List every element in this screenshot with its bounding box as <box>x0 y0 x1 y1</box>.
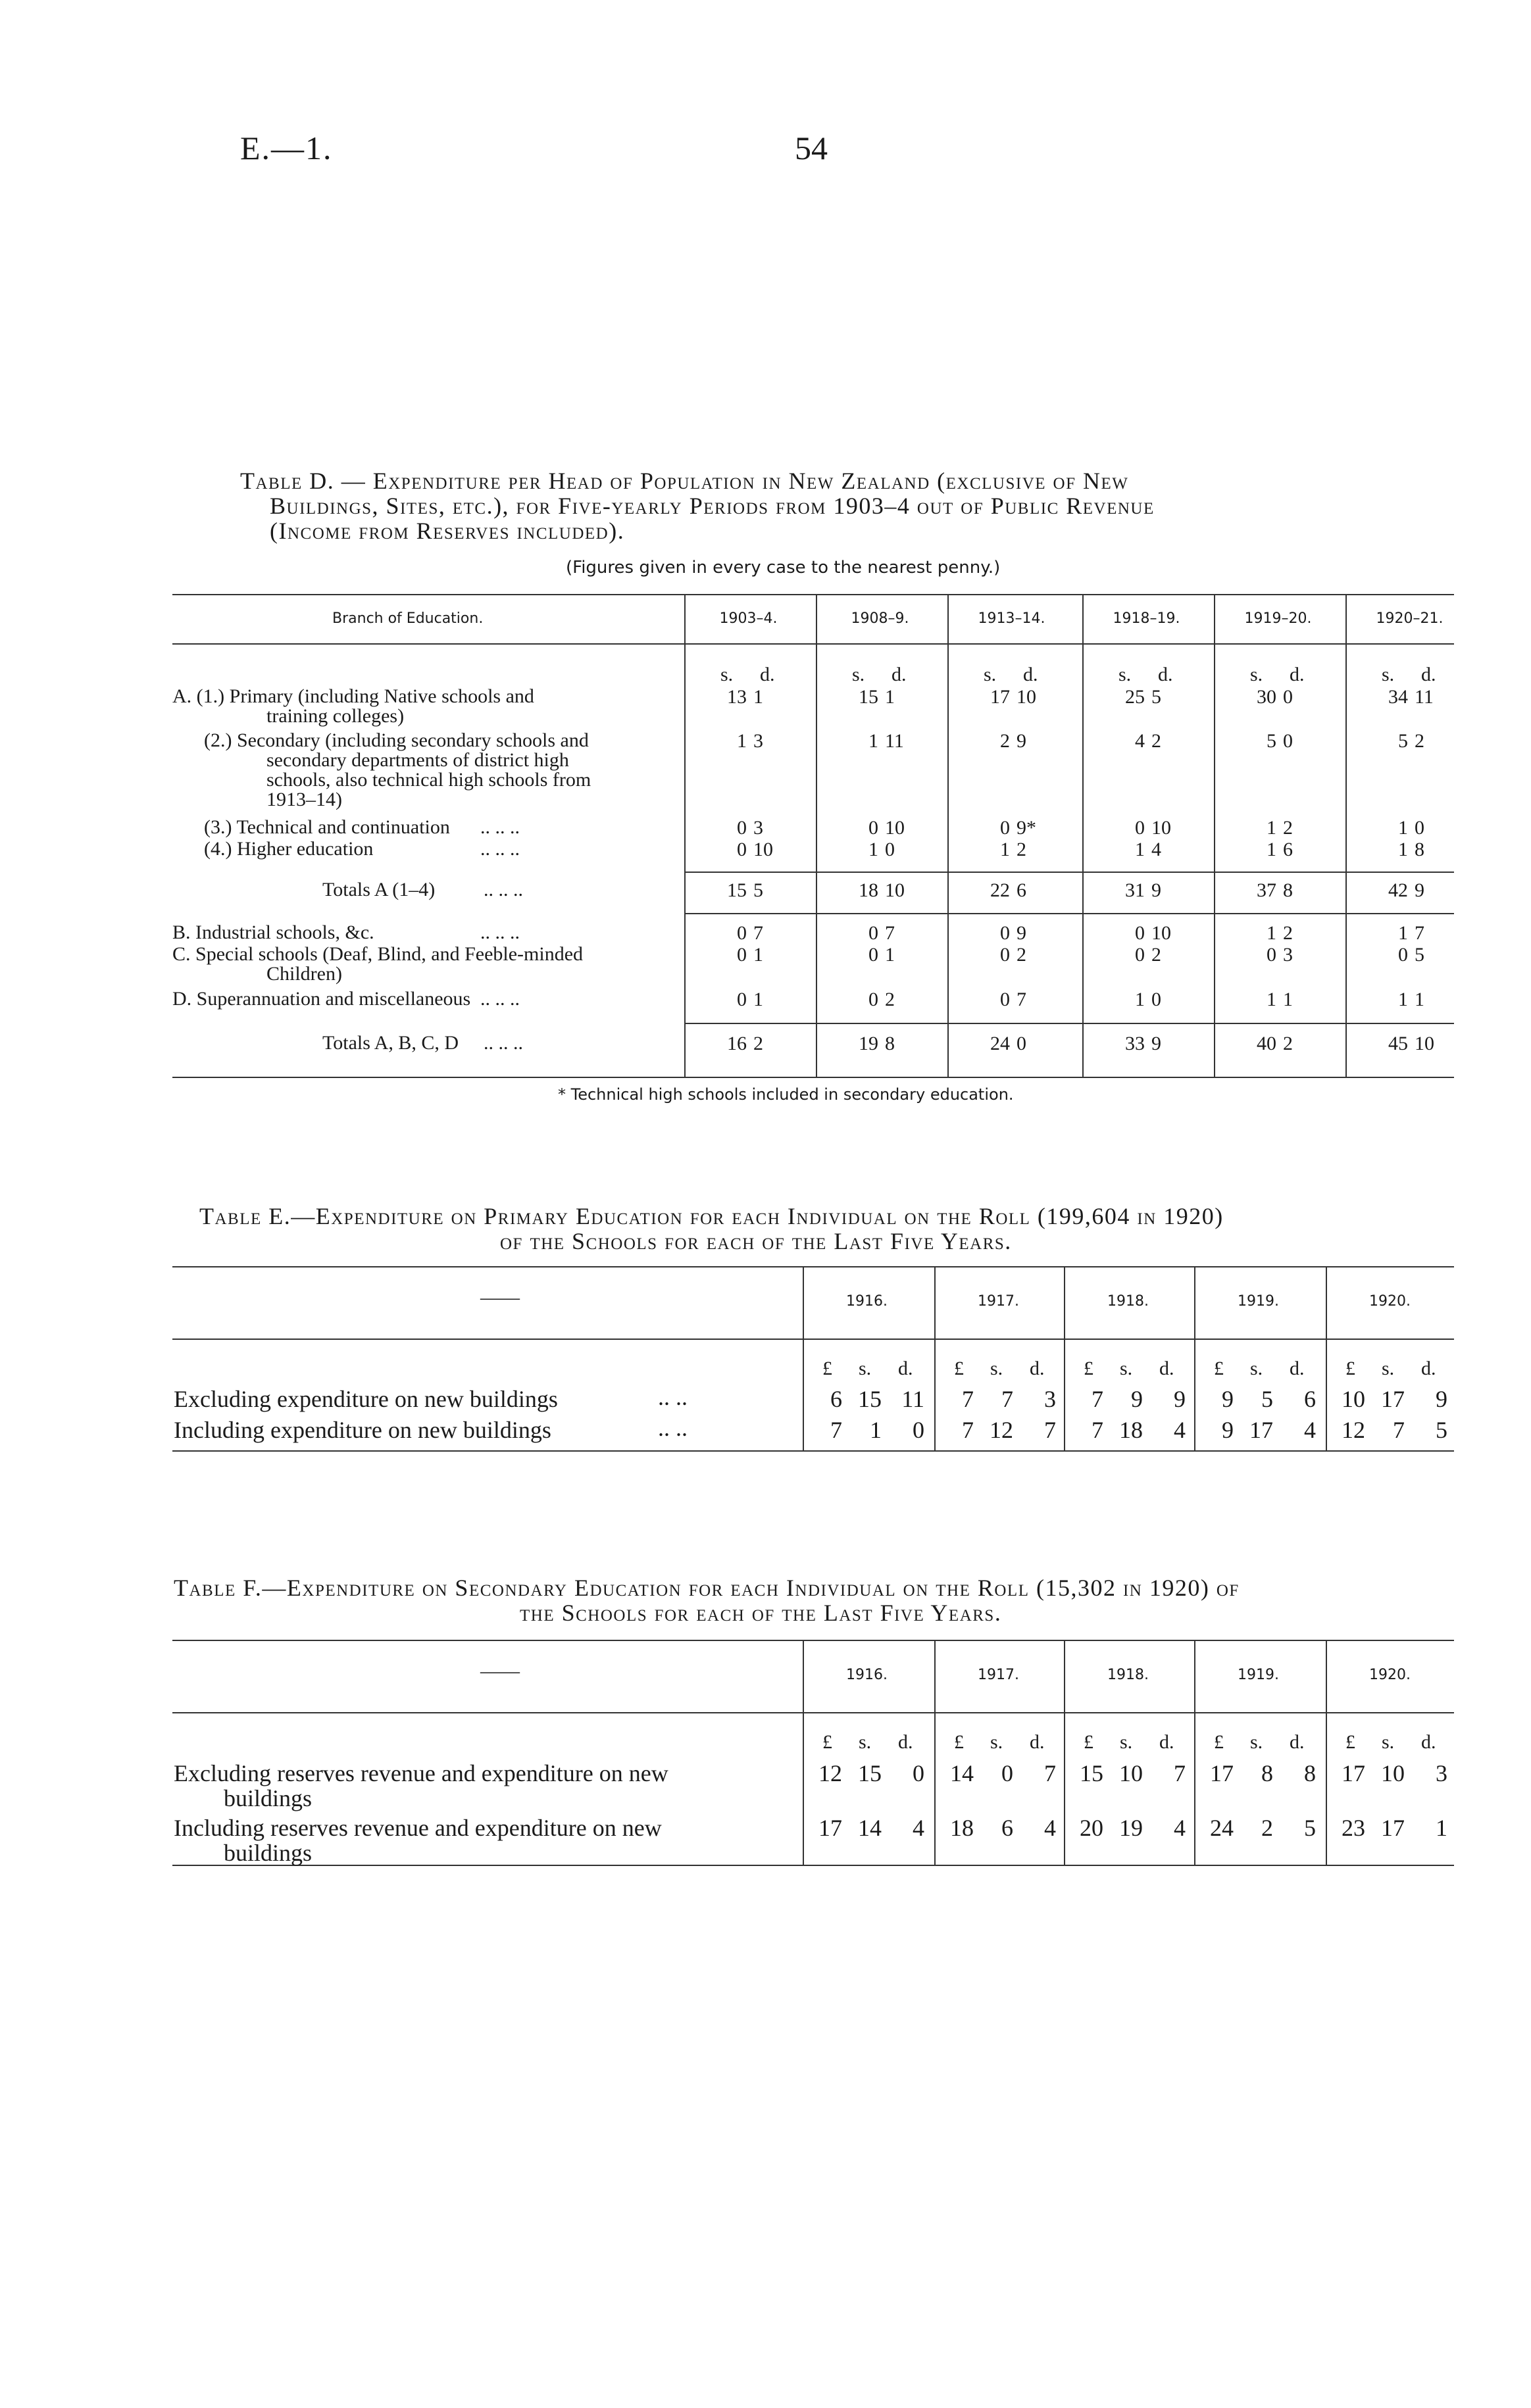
value-s: 6 <box>1001 1815 1013 1841</box>
row-label-cont: 1913–14) <box>266 789 342 810</box>
value-s: 1 <box>868 839 878 860</box>
value-d: 6 <box>1016 879 1026 901</box>
value-d: 9 <box>1016 922 1026 944</box>
value-pound: 18 <box>950 1815 974 1841</box>
value-d: 1 <box>1283 989 1293 1010</box>
value-d: 6 <box>1283 839 1293 860</box>
value-s: 22 <box>990 879 1010 901</box>
table-e-title-line-2: of the Schools for each of the Last Five Years. <box>500 1228 1012 1254</box>
leader-dots: .. .. .. <box>484 879 523 900</box>
value-s: 1 <box>1398 817 1408 839</box>
unit-d: d. <box>1421 1731 1436 1753</box>
rule-totals-a-bottom <box>684 913 1454 914</box>
leader-dots: .. .. .. <box>480 921 520 943</box>
value-s: 0 <box>1000 922 1010 944</box>
value-d: 7 <box>1174 1760 1186 1786</box>
row-label-cont: secondary departments of district high <box>266 749 569 771</box>
value-s: 15 <box>727 879 747 901</box>
value-s: 1 <box>1267 922 1276 944</box>
value-d: 8 <box>1283 879 1293 901</box>
value-d: 10 <box>1151 817 1171 839</box>
col-divider <box>947 594 949 1077</box>
year-header: 1920–21. <box>1376 610 1443 627</box>
unit-d: d. <box>1421 664 1436 685</box>
value-s: 19 <box>859 1033 878 1054</box>
row-label: (3.) Technical and continuation <box>204 816 450 838</box>
value-s: 0 <box>1135 922 1145 944</box>
unit-s: s. <box>852 664 865 685</box>
value-d: 1 <box>753 989 763 1010</box>
value-d: 11 <box>1415 686 1434 708</box>
value-d: 0 <box>885 839 895 860</box>
value-s: 1 <box>1267 839 1276 860</box>
row-label-cont: Children) <box>266 963 342 985</box>
leader-dots: .. .. <box>658 1384 688 1410</box>
unit-s: s. <box>859 1358 872 1379</box>
value-d: 0 <box>1151 989 1161 1010</box>
value-pound: 12 <box>1342 1417 1365 1443</box>
value-d: 9 <box>1174 1386 1186 1412</box>
unit-d: d. <box>898 1731 913 1753</box>
value-pound: 7 <box>1092 1386 1103 1412</box>
value-s: 0 <box>1000 989 1010 1010</box>
value-s: 8 <box>1261 1760 1273 1786</box>
value-pound: 6 <box>830 1386 842 1412</box>
value-s: 0 <box>1000 944 1010 966</box>
value-d: 4 <box>1174 1417 1186 1443</box>
value-s: 17 <box>1381 1386 1405 1412</box>
value-pound: 17 <box>1342 1760 1365 1786</box>
value-s: 0 <box>1135 944 1145 966</box>
unit-d: d. <box>898 1358 913 1379</box>
rule-top <box>172 594 1454 595</box>
value-d: 7 <box>1016 989 1026 1010</box>
value-d: 2 <box>753 1033 763 1054</box>
rule-totals-top <box>684 1023 1454 1024</box>
value-d: 7 <box>1044 1760 1056 1786</box>
unit-s: s. <box>1120 1731 1133 1753</box>
unit-s: s. <box>990 1731 1003 1753</box>
value-pound: 17 <box>818 1815 842 1841</box>
leader-dots: .. .. .. <box>480 988 520 1010</box>
value-s: 1 <box>737 730 747 752</box>
value-d: 4 <box>1174 1815 1186 1841</box>
value-d: 9 <box>1016 730 1026 752</box>
page-number: 54 <box>795 130 828 166</box>
value-d: 1 <box>753 944 763 966</box>
value-s: 17 <box>1381 1815 1405 1841</box>
rule-bottom <box>172 1865 1454 1866</box>
value-pound: 7 <box>830 1417 842 1443</box>
value-pound: 15 <box>1080 1760 1103 1786</box>
value-s: 7 <box>1393 1417 1405 1443</box>
value-pound: 9 <box>1222 1386 1234 1412</box>
value-s: 0 <box>868 944 878 966</box>
value-d: 4 <box>1151 839 1161 860</box>
table-e-title-line-1: Table E.—Expenditure on Primary Education for each Individual on the Roll (199,604 in 1920) <box>199 1203 1224 1229</box>
year-header: 1919. <box>1238 1667 1279 1683</box>
value-s: 0 <box>868 922 878 944</box>
value-d: 2 <box>1151 730 1161 752</box>
row-label: Excluding reserves revenue and expenditure on new <box>174 1760 668 1786</box>
value-s: 1 <box>1135 989 1145 1010</box>
unit-s: s. <box>720 664 734 685</box>
value-s: 17 <box>1249 1417 1273 1443</box>
value-s: 0 <box>737 944 747 966</box>
value-d: 1 <box>885 944 895 966</box>
unit-s: s. <box>990 1358 1003 1379</box>
value-d: 3 <box>753 730 763 752</box>
value-s: 16 <box>727 1033 747 1054</box>
unit-pound: £ <box>822 1731 832 1753</box>
value-s: 14 <box>858 1815 882 1841</box>
value-s: 17 <box>990 686 1010 708</box>
unit-d: d. <box>1290 664 1305 685</box>
year-header: 1918. <box>1107 1667 1149 1683</box>
value-s: 5 <box>1267 730 1276 752</box>
leader-dots: .. .. .. <box>480 838 520 860</box>
value-s: 10 <box>1381 1760 1405 1786</box>
unit-s: s. <box>1250 1731 1263 1753</box>
value-s: 2 <box>1000 730 1010 752</box>
value-pound: 7 <box>962 1417 974 1443</box>
value-d: 2 <box>1283 817 1293 839</box>
document-reference: E.—1. <box>240 130 333 166</box>
unit-pound: £ <box>1084 1358 1093 1379</box>
value-s: 0 <box>1001 1760 1013 1786</box>
table-d-title-line-3: (Income from Reserves included). <box>270 518 625 544</box>
row-label: A. (1.) Primary (including Native schools and <box>172 685 534 707</box>
col-divider <box>684 594 686 1077</box>
row-label-cont: training colleges) <box>266 705 405 727</box>
unit-s: s. <box>859 1731 872 1753</box>
table-d-title-line-1: Table D. — Expenditure per Head of Population in New Zealand (exclusive of New <box>240 468 1129 494</box>
unit-s: s. <box>1118 664 1132 685</box>
value-d: 3 <box>1283 944 1293 966</box>
table-f-title-line-2: the Schools for each of the Last Five Years. <box>520 1600 1002 1626</box>
value-d: 0 <box>1415 817 1424 839</box>
year-header: 1919–20. <box>1244 610 1312 627</box>
value-pound: 23 <box>1342 1815 1365 1841</box>
value-s: 0 <box>1398 944 1408 966</box>
value-d: 9 <box>1436 1386 1447 1412</box>
value-d: 8 <box>1304 1760 1316 1786</box>
row-label: Totals A, B, C, D <box>322 1032 459 1054</box>
value-pound: 20 <box>1080 1815 1103 1841</box>
rule-header <box>172 1339 1454 1340</box>
value-pound: 24 <box>1210 1815 1234 1841</box>
value-d: 2 <box>1283 922 1293 944</box>
unit-s: s. <box>1382 1731 1395 1753</box>
value-s: 0 <box>737 817 747 839</box>
value-d: 5 <box>753 879 763 901</box>
rule-top <box>172 1266 1454 1267</box>
row-label: D. Superannuation and miscellaneous <box>172 988 471 1010</box>
col-divider <box>1214 594 1215 1077</box>
value-s: 12 <box>990 1417 1013 1443</box>
unit-d: d. <box>1159 1731 1174 1753</box>
value-d: 10 <box>1151 922 1171 944</box>
value-d: 3 <box>1436 1760 1447 1786</box>
year-header: 1903–4. <box>719 610 778 627</box>
value-d: 2 <box>1151 944 1161 966</box>
col-divider <box>1082 594 1084 1077</box>
value-s: 0 <box>737 839 747 860</box>
unit-pound: £ <box>1214 1731 1224 1753</box>
value-s: 1 <box>870 1417 882 1443</box>
value-s: 0 <box>737 922 747 944</box>
value-d: 10 <box>1016 686 1036 708</box>
value-s: 34 <box>1388 686 1408 708</box>
value-d: 4 <box>1044 1815 1056 1841</box>
unit-pound: £ <box>822 1358 832 1379</box>
value-d: 2 <box>1016 839 1026 860</box>
value-d: 11 <box>885 730 904 752</box>
unit-s: s. <box>1382 1358 1395 1379</box>
value-d: 10 <box>753 839 773 860</box>
value-s: 5 <box>1261 1386 1273 1412</box>
value-d: 8 <box>1415 839 1424 860</box>
value-pound: 9 <box>1222 1417 1234 1443</box>
value-s: 18 <box>1119 1417 1143 1443</box>
value-d: 11 <box>901 1386 924 1412</box>
unit-s: s. <box>1250 664 1263 685</box>
value-d: 2 <box>1283 1033 1293 1054</box>
leader-dots: .. .. <box>658 1415 688 1441</box>
header-dash: —— <box>480 1287 520 1308</box>
unit-d: d. <box>1030 1731 1045 1753</box>
col-divider <box>816 594 817 1077</box>
value-s: 42 <box>1388 879 1408 901</box>
value-s: 0 <box>1267 944 1276 966</box>
table-d-title-line-2: Buildings, Sites, etc.), for Five-yearly Periods from 1903–4 out of Public Revenue <box>270 493 1155 519</box>
rule-top <box>172 1640 1454 1641</box>
value-pound: 10 <box>1342 1386 1365 1412</box>
row-label: C. Special schools (Deaf, Blind, and Feeble-minded <box>172 943 584 965</box>
value-s: 1 <box>1398 922 1408 944</box>
value-d: 7 <box>1415 922 1424 944</box>
table-d-footnote: * Technical high schools included in secondary education. <box>558 1085 1014 1104</box>
value-d: 2 <box>1016 944 1026 966</box>
value-s: 0 <box>868 989 878 1010</box>
value-s: 1 <box>1267 817 1276 839</box>
value-d: 4 <box>913 1815 924 1841</box>
rule-bottom <box>172 1450 1454 1452</box>
unit-pound: £ <box>1345 1358 1355 1379</box>
year-header: 1918. <box>1107 1293 1149 1310</box>
value-pound: 7 <box>962 1386 974 1412</box>
value-d: 6 <box>1304 1386 1316 1412</box>
value-s: 10 <box>1119 1760 1143 1786</box>
leader-dots: .. .. .. <box>484 1032 523 1054</box>
value-d: 10 <box>885 817 905 839</box>
value-d: 0 <box>1283 686 1293 708</box>
value-d: 4 <box>1304 1417 1316 1443</box>
value-s: 0 <box>1000 817 1010 839</box>
value-s: 7 <box>1001 1386 1013 1412</box>
value-s: 5 <box>1398 730 1408 752</box>
unit-d: d. <box>1421 1358 1436 1379</box>
value-d: 5 <box>1415 944 1424 966</box>
unit-d: d. <box>1158 664 1173 685</box>
header-dash: —— <box>480 1660 520 1682</box>
value-s: 40 <box>1257 1033 1276 1054</box>
value-pound: 17 <box>1210 1760 1234 1786</box>
value-d: 0 <box>1016 1033 1026 1054</box>
row-label: B. Industrial schools, &c. <box>172 921 374 943</box>
unit-s: s. <box>984 664 997 685</box>
value-d: 3 <box>753 817 763 839</box>
unit-d: d. <box>1290 1731 1305 1753</box>
row-label-cont: buildings <box>224 1785 313 1811</box>
col-divider <box>1345 594 1347 1077</box>
value-s: 0 <box>1135 817 1145 839</box>
unit-s: s. <box>1250 1358 1263 1379</box>
value-d: 9* <box>1016 817 1036 839</box>
value-d: 7 <box>885 922 895 944</box>
value-s: 2 <box>1261 1815 1273 1841</box>
unit-pound: £ <box>1345 1731 1355 1753</box>
value-s: 1 <box>1267 989 1276 1010</box>
row-label-cont: schools, also technical high schools from <box>266 769 591 791</box>
value-s: 31 <box>1125 879 1145 901</box>
value-d: 10 <box>1415 1033 1434 1054</box>
year-header: 1919. <box>1238 1293 1279 1310</box>
unit-d: d. <box>1290 1358 1305 1379</box>
year-header: 1920. <box>1369 1667 1411 1683</box>
value-d: 2 <box>885 989 895 1010</box>
value-d: 1 <box>1415 989 1424 1010</box>
unit-d: d. <box>891 664 907 685</box>
value-s: 15 <box>859 686 878 708</box>
value-d: 7 <box>753 922 763 944</box>
table-d-subtitle: (Figures given in every case to the nearest penny.) <box>566 558 1001 577</box>
value-s: 15 <box>858 1386 882 1412</box>
value-s: 9 <box>1131 1386 1143 1412</box>
value-pound: 14 <box>950 1760 974 1786</box>
value-d: 0 <box>913 1417 924 1443</box>
value-d: 2 <box>1415 730 1424 752</box>
unit-s: s. <box>1382 664 1395 685</box>
value-s: 45 <box>1388 1033 1408 1054</box>
unit-d: d. <box>760 664 775 685</box>
value-s: 4 <box>1135 730 1145 752</box>
unit-pound: £ <box>954 1358 964 1379</box>
rule-totals-a-top <box>684 872 1454 873</box>
year-header: 1913–14. <box>978 610 1045 627</box>
value-s: 1 <box>1398 989 1408 1010</box>
value-s: 19 <box>1119 1815 1143 1841</box>
unit-d: d. <box>1159 1358 1174 1379</box>
rule-header <box>172 643 1454 645</box>
value-d: 1 <box>1436 1815 1447 1841</box>
value-pound: 7 <box>1092 1417 1103 1443</box>
rule-bottom <box>172 1077 1454 1078</box>
row-label: (2.) Secondary (including secondary schools and <box>204 729 589 751</box>
row-label-cont: buildings <box>224 1840 313 1866</box>
branch-header: Branch of Education. <box>332 610 484 627</box>
value-d: 9 <box>1151 1033 1161 1054</box>
year-header: 1908–9. <box>851 610 909 627</box>
row-label: Excluding expenditure on new buildings <box>174 1386 558 1412</box>
unit-s: s. <box>1120 1358 1133 1379</box>
value-d: 7 <box>1044 1417 1056 1443</box>
rule-header <box>172 1712 1454 1713</box>
value-d: 5 <box>1436 1417 1447 1443</box>
value-s: 1 <box>1000 839 1010 860</box>
value-d: 10 <box>885 879 905 901</box>
year-header: 1920. <box>1369 1293 1411 1310</box>
unit-pound: £ <box>1084 1731 1093 1753</box>
value-s: 37 <box>1257 879 1276 901</box>
unit-pound: £ <box>1214 1358 1224 1379</box>
value-d: 1 <box>885 686 895 708</box>
value-d: 0 <box>1283 730 1293 752</box>
value-d: 9 <box>1415 879 1424 901</box>
year-header: 1918–19. <box>1113 610 1180 627</box>
row-label: (4.) Higher education <box>204 838 374 860</box>
unit-d: d. <box>1023 664 1038 685</box>
value-s: 1 <box>868 730 878 752</box>
value-s: 24 <box>990 1033 1010 1054</box>
value-d: 8 <box>885 1033 895 1054</box>
value-d: 5 <box>1151 686 1161 708</box>
year-header: 1916. <box>846 1293 888 1310</box>
value-s: 13 <box>727 686 747 708</box>
value-s: 25 <box>1125 686 1145 708</box>
row-label: Including reserves revenue and expenditure on new <box>174 1815 662 1841</box>
year-header: 1917. <box>978 1667 1019 1683</box>
value-s: 0 <box>737 989 747 1010</box>
value-s: 15 <box>858 1760 882 1786</box>
value-d: 0 <box>913 1760 924 1786</box>
unit-pound: £ <box>954 1731 964 1753</box>
leader-dots: .. .. .. <box>480 816 520 838</box>
row-label: Totals A (1–4) <box>322 879 436 900</box>
value-pound: 12 <box>818 1760 842 1786</box>
year-header: 1917. <box>978 1293 1019 1310</box>
unit-d: d. <box>1030 1358 1045 1379</box>
value-s: 1 <box>1398 839 1408 860</box>
value-s: 0 <box>868 817 878 839</box>
value-s: 33 <box>1125 1033 1145 1054</box>
row-label: Including expenditure on new buildings <box>174 1417 551 1443</box>
value-s: 1 <box>1135 839 1145 860</box>
value-d: 3 <box>1044 1386 1056 1412</box>
value-d: 1 <box>753 686 763 708</box>
value-d: 5 <box>1304 1815 1316 1841</box>
value-d: 9 <box>1151 879 1161 901</box>
value-s: 18 <box>859 879 878 901</box>
table-f-title-line-1: Table F.—Expenditure on Secondary Education for each Individual on the Roll (15,302 in 1920) of <box>174 1575 1240 1601</box>
year-header: 1916. <box>846 1667 888 1683</box>
value-s: 30 <box>1257 686 1276 708</box>
